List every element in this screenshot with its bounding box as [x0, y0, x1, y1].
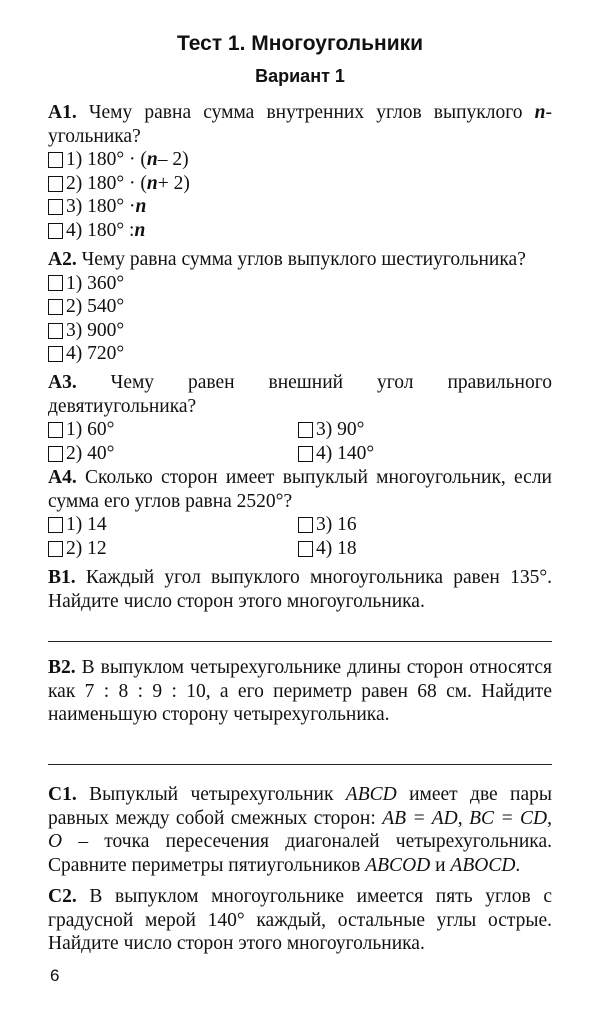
- option-text: 4) 720°: [66, 343, 125, 365]
- math-var: O: [48, 831, 63, 853]
- option-text: + 2): [157, 172, 190, 194]
- checkbox[interactable]: [48, 152, 63, 168]
- checkbox[interactable]: [298, 422, 313, 438]
- option-text: 2) 180° · (: [66, 172, 147, 194]
- option-text: 3) 90°: [316, 419, 365, 441]
- question-label: A2.: [48, 249, 77, 270]
- answer-option[interactable]: [48, 342, 552, 366]
- math-var: AB = AD: [382, 807, 458, 829]
- math-var: n: [534, 102, 546, 123]
- checkbox[interactable]: [48, 299, 63, 315]
- checkbox[interactable]: [48, 346, 63, 362]
- answer-option[interactable]: [298, 513, 548, 537]
- question-text: ,: [457, 807, 470, 829]
- answer-line[interactable]: [48, 764, 552, 765]
- checkbox[interactable]: [298, 541, 313, 557]
- question-text: Сколько сторон имеет выпуклый многоугольник, если сумма его углов равна 2520°?: [48, 467, 552, 512]
- checkbox[interactable]: [48, 446, 63, 462]
- question-text: В выпуклом четырехугольнике длины сторон относятся как 7 : 8 : 9 : 10, а его периметр равен 68 см. Найдите наименьшую сторону четырехугольника.: [48, 657, 552, 726]
- math-var: ABCD: [345, 784, 397, 805]
- question-a2: [48, 248, 552, 366]
- option-text: 1) 60°: [66, 419, 115, 441]
- option-text: 3) 900°: [66, 319, 125, 341]
- answer-option[interactable]: [48, 513, 298, 537]
- question-text: и: [430, 854, 451, 876]
- question-text: имеет две пары равных между собой смежных сторон:: [48, 784, 553, 829]
- math-var: ABCOD: [365, 854, 431, 876]
- option-text: 1) 14: [66, 514, 107, 536]
- question-label: A4.: [48, 467, 77, 488]
- question-text: .: [515, 854, 521, 876]
- option-text: 1) 180° · (: [66, 149, 147, 171]
- question-label: B2.: [48, 657, 76, 678]
- math-var: ABOCD: [450, 854, 516, 876]
- checkbox[interactable]: [48, 223, 63, 239]
- answer-option[interactable]: [48, 195, 552, 219]
- answer-option[interactable]: [48, 418, 298, 442]
- question-label: A3.: [48, 372, 77, 393]
- page-number: 6: [50, 966, 60, 985]
- answer-line[interactable]: [48, 641, 552, 642]
- math-var: n: [146, 172, 158, 194]
- answer-option[interactable]: [48, 219, 552, 243]
- variant-heading: Вариант 1: [255, 66, 345, 86]
- option-text: 4) 180° :: [66, 219, 135, 241]
- answer-option[interactable]: [48, 442, 298, 466]
- question-text: -угольника?: [48, 102, 552, 147]
- answer-option[interactable]: [48, 148, 552, 172]
- question-text: Выпуклый четырехугольник: [76, 784, 346, 805]
- checkbox[interactable]: [48, 422, 63, 438]
- math-var: BC = CD: [469, 807, 548, 829]
- option-text: 3) 180° ·: [66, 196, 136, 218]
- option-text: 3) 16: [316, 514, 357, 536]
- question-b2: [48, 656, 552, 727]
- option-text: 2) 12: [66, 537, 107, 559]
- question-a3: [48, 371, 552, 465]
- checkbox[interactable]: [298, 517, 313, 533]
- checkbox[interactable]: [48, 176, 63, 192]
- question-c2: [48, 885, 552, 956]
- option-text: 4) 140°: [316, 442, 375, 464]
- math-var: n: [146, 149, 158, 171]
- question-text: ,: [547, 807, 553, 829]
- question-text: В выпуклом многоугольнике имеется пять углов с градусной мерой 140° каждый, остальные углы острые. Найдите число сторон этого многоугольника.: [48, 886, 552, 955]
- answer-option[interactable]: [48, 172, 552, 196]
- checkbox[interactable]: [48, 199, 63, 215]
- option-text: 2) 40°: [66, 442, 115, 464]
- option-text: 2) 540°: [66, 296, 125, 318]
- checkbox[interactable]: [48, 517, 63, 533]
- question-b1: [48, 566, 552, 613]
- math-var: n: [134, 219, 146, 241]
- question-text: Чему равна сумма углов выпуклого шестиугольника?: [76, 249, 526, 270]
- checkbox[interactable]: [48, 541, 63, 557]
- page-title: Тест 1. Многоугольники: [176, 32, 424, 55]
- answer-option[interactable]: [298, 418, 548, 442]
- checkbox[interactable]: [298, 446, 313, 462]
- question-label: B1.: [48, 567, 76, 588]
- answer-option[interactable]: [48, 319, 552, 343]
- option-text: 4) 18: [316, 537, 357, 559]
- answer-option[interactable]: [48, 537, 298, 561]
- question-label: C1.: [48, 784, 77, 805]
- checkbox[interactable]: [48, 323, 63, 339]
- question-text: – точка пересечения диагоналей четырехугольника. Сравните периметры пятиугольников: [48, 831, 552, 876]
- answer-option[interactable]: [298, 442, 548, 466]
- answer-option[interactable]: [298, 537, 548, 561]
- option-text: 1) 360°: [66, 272, 125, 294]
- answer-option[interactable]: [48, 295, 552, 319]
- question-a1: [48, 101, 552, 243]
- question-label: C2.: [48, 886, 77, 907]
- answer-option[interactable]: [48, 272, 552, 296]
- math-var: n: [135, 196, 147, 218]
- question-text: Каждый угол выпуклого многоугольника равен 135°. Найдите число сторон этого многоугольника.: [48, 567, 552, 612]
- checkbox[interactable]: [48, 275, 63, 291]
- question-a4: [48, 466, 552, 560]
- question-text: Чему равна сумма внутренних углов выпуклого: [76, 102, 535, 123]
- option-text: – 2): [157, 149, 189, 171]
- question-text: Чему равен внешний угол правильного девятиугольника?: [48, 372, 552, 417]
- question-label: A1.: [48, 102, 77, 123]
- question-c1: [48, 783, 552, 877]
